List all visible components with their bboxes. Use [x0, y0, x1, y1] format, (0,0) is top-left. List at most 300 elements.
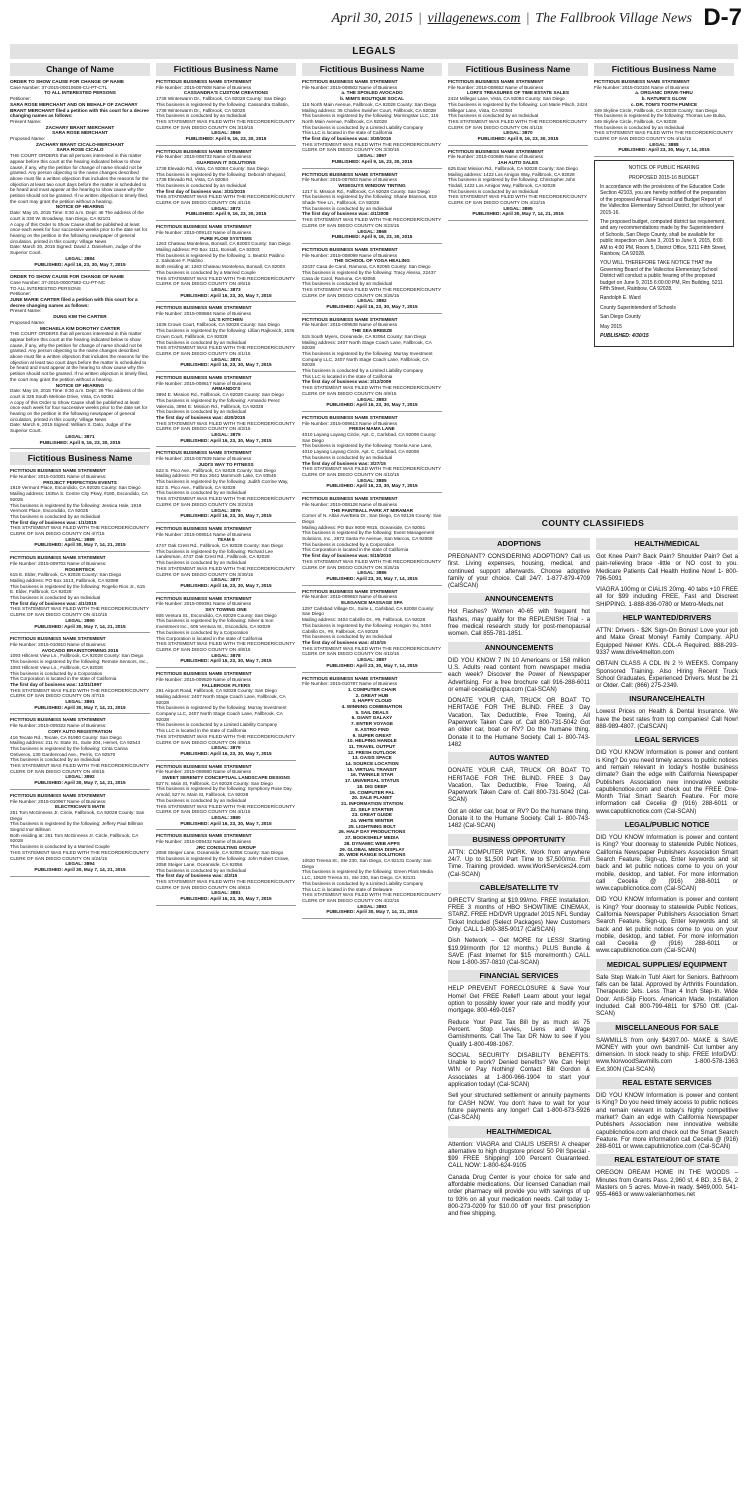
classified-ad: DID YOU KNOW Information is power and content is King? Do you need timely access to public notices and remain relevant in today's hostile business climate? Gain the edge with California Newspaper Publishers Association new innovative website capublicnotice.com and check out the FREE One-Month Trial Smart Search Feature. For more information call Cecelia @ (916) 288-6011 or www.capublicnotice.com (Cal-SCAN) [596, 749, 738, 815]
notice-line: This business is registered by the following: Morningstar LLC, 116 North Main Avenue, Fallbrook, CA 92028 [302, 113, 439, 124]
notice-line: PUBLISHED: April 30, May 7, 14, 21, 2015 [34, 704, 126, 710]
legals-column-3 [302, 63, 442, 1488]
notice-line: This business is conducted by an Individual [10, 757, 101, 763]
notice-line: This business is registered by the following: Lillian Rajkovich, 1636 Crown Court, Fallbrook, CA 92028 [156, 328, 295, 339]
notice-line: A copy of this Order to Show Cause shall be published at least once each week for four successive weeks prior to the date set for hearing on the petition in the following newspaper of general circulation, printed in this county: Village News [10, 221, 148, 244]
notice-line: This business is registered by the following: Event Management Solutions, Inc., 2872 Santa Fe Avenue, San Marcos, CA 92069 [302, 530, 435, 542]
notice-line: Case Number: 37-2015-00010608-CU-PT-CTL [10, 84, 108, 90]
classified-ad: OREGON DREAM HOME IN THE WOODS – Minutes from Grants Pass. 2,960 sf, 4 BD, 3.5 BA, 2 Masters on 5 acres. Move-in ready. $469,000. 541-955-4663 or www.valerianhomes.net [596, 1169, 738, 1199]
notice-line: AVOCADO BRAINSTORMING 2015 [41, 647, 119, 653]
notice-line: File Number: 2015-010787 Name of Business [302, 681, 398, 687]
notice-line: Both residing at: 1263 Chateau Montelena, Bonsall, CA 92003 [156, 264, 285, 270]
page-number: D-7 [703, 4, 742, 31]
notice-line: This business is registered by the following: Lori Marie Pilsch, 2424 Millegar Lane, Vista, CA 92084 [448, 101, 588, 113]
notice-line: PUBLISHED: April 16, 23, 30, May 7, 2015 [180, 820, 272, 826]
notice-line: 1636 Crown Court, Fallbrook, CA 92028 County: San Diego [156, 322, 280, 328]
notice-line: LEGAL: 3879 [211, 745, 241, 751]
section-heading: Fictitious Business Name [10, 452, 150, 465]
notice-line: 24. WHITE WINTER [350, 818, 394, 824]
notice-line: 19. COMPUTER PAL [349, 789, 395, 795]
notice-line: Date: March 6, 2015 Signed: William S. Dato, Judge of the Superior Court. [10, 422, 132, 434]
notice-line: 4747 Oak Crest Rd., Fallbrook, CA 92028 County: San Diego [156, 543, 284, 549]
classified-ad: OBTAIN CLASS A CDL IN 2 ½ WEEKS. Company Sponsored Training. Also Hiring Recent Truck School Graduates, Experienced Drivers. Must be 21 or Older. Call: (866) 275-2349. [596, 660, 738, 690]
notice-line: File Number: 2015-007608 Name of Business [156, 84, 252, 90]
notice-line: 12. FRESH OUTLOOK [347, 749, 397, 755]
notice-line: SARA ROSE MERCHANT [52, 130, 108, 136]
notice-line: FICTITIOUS BUSINESS NAME STATEMENT [156, 595, 252, 601]
notice-line: Present Name: [10, 308, 42, 314]
notice-line: Date: May 15, 2015 Time: 8:30 a.m. Dept: 46 The address of the court is 330 W. Broadway, San Diego, CA 92101 [10, 210, 144, 221]
notice-line: PUBLISHED: April 9, 16, 23, 30, 2015 [39, 439, 121, 445]
notice-line: THIS STATEMENT WAS FILED WITH THE RECORDER/COUNTY CLERK OF SAN DIEGO COUNTY ON 4/1/15 [156, 803, 295, 815]
legal-notice [156, 149, 296, 221]
notice-paragraph: County Superintendent of Schools [600, 304, 676, 311]
notice-line: FICTITIOUS BUSINESS NAME STATEMENT [302, 246, 398, 252]
notice-line: LEGAL: 3873 [211, 286, 241, 292]
notice-line: PUBLISHED: April 16, 23, 30, May 7, 2015 [326, 304, 418, 310]
notice-line: File Number: 2015-008680 Name of Business [156, 769, 252, 775]
notice-paragraph: NOTICE OF PUBLIC HEARING [628, 165, 700, 172]
county-classifieds-bar: COUNTY CLASSIFIEDS [448, 516, 738, 530]
notice-line: THIS STATEMENT WAS FILED WITH THE RECORDER/COUNTY CLERK OF SAN DIEGO COUNTY ON 4/7/15 [10, 687, 149, 699]
notice-line: This business is conducted by an Individual [302, 281, 393, 287]
notice-line: 1263 Chateau Montelena, Bonsall, CA 92003 County: San Diego [156, 241, 291, 247]
notice-line: PROJECT PERFECTION EVENTS [43, 479, 117, 485]
notice-line: PUBLISHED: April 16, 23, 30, May 7, 2015 [180, 896, 272, 902]
notice-line: 1. COMPUTER CHAIR [347, 686, 397, 692]
notice-line: File Number: 2015-008652 Name of Business [448, 84, 544, 90]
classified-ad: DONATE YOUR CAR, TRUCK OR BOAT TO HERITAGE FOR THE BLIND. FREE 3 Day Vacation, Tax Deductible, Free Towing, All Paperwork Taken Care of. Call 800-731-5042 (Cal-SCAN) [448, 767, 590, 804]
notice-line: This business is conducted by an Individual [156, 797, 247, 803]
notice-line: PUBLISHED: April 9, 16, 23, 30, 2015 [331, 234, 413, 240]
notice-line: 2. Salvatore F. Paldino [156, 258, 203, 264]
notice-line: PUBLISHED: April 30, May 7, 14, 21, 2015 [472, 211, 564, 217]
notice-line: This business is conducted by a Corporation [156, 629, 249, 635]
notice-line: LEGAL: 3883 [357, 396, 387, 402]
notice-line: SARA ROSE CICALO [56, 147, 104, 153]
classified-category-heading: ANNOUNCEMENTS [448, 593, 590, 605]
notice-line: PUBLISHED: April 23, 30, May 7, 14, 2015 [326, 662, 418, 668]
notice-line: LEGAL: 3884 [65, 255, 95, 261]
classified-category-heading: HEALTH/MEDICAL [448, 1126, 590, 1138]
notice-line: This LLC is located in the state of California [156, 728, 247, 734]
classified-ad: VIAGRA 100mg or CIALIS 20mg. 40 tabs +10 FREE all for $99 including FREE, Fast and Discreet SHIPPING. 1-888-836-0780 or Metro-Meds.net [596, 586, 738, 608]
classified-category-heading: HEALTH/MEDICAL [596, 538, 738, 550]
notice-paragraph: San Diego County [600, 314, 641, 321]
classified-ad: DID YOU KNOW 7 IN 10 Americans or 158 million U.S. Adults read content from newspaper media each week? Discover the Power of Newspaper Advertising. For a free brochure call 916-288-6011 or email cecelia@cnpa.com (Cal-SCAN) [448, 656, 590, 693]
legal-notice [156, 671, 296, 761]
notice-line: 29. GLOBAL MEDIA DISPLAY [339, 846, 405, 852]
notice-line: This business is registered by the following: Judith Corrine Way, 522 S. Pico Ave., Fallbrook, CA 92028 [156, 479, 289, 490]
notice-line: Proposed Name: [10, 319, 46, 325]
legals-column-1 [10, 63, 150, 1488]
notice-line: 605 Ventura St., Escondido, CA 92029 County: San Diego [156, 612, 277, 618]
notice-line: 1738 Winterwarm Dr., Fallbrook, CA 92028 County: San Diego [156, 96, 286, 102]
notice-line: Mailing address: 35 Charles Swisher Court, Fallbrook, CA 92028 [302, 107, 436, 113]
notice-line: This business is registered by the following: Hongxin Xu, 3404 Cabrillo Dr., #9, Fallbrook, CA 92028 [302, 622, 431, 634]
notice-line: 2424 Millegar Lane, Vista, CA 92084 County: San Diego [448, 96, 565, 102]
notice-line: This business is conducted by an Individual [448, 188, 539, 194]
legals-column-2 [156, 63, 296, 1488]
notice-paragraph: YOU WILL THEREFORE TAKE NOTICE THAT the Governing Board of the Vallecitos Elementary School District will conduct a public hearing of the proposed budget on June 9, 2015 6:00:00 PM, Rm Building, 5211 Fifth Street, Rainbow, CA 92028. [600, 260, 723, 293]
legals-column-5 [594, 63, 734, 511]
notice-line: This business is conducted by an Individual [156, 867, 247, 873]
notice-line: 416 Tecate Rd., Tecate, CA 91980 County: San Diego [10, 734, 122, 740]
classified-ad: Sell your structured settlement or annuity payments for CASH NOW. You don't have to wait for your future payments any longer! Call 1-800-673-5926 (Cal-SCAN) [448, 1092, 590, 1122]
notice-line: LEGAL: 3894 [65, 861, 95, 867]
notice-line: 22437 Casa de Carol, Ramona, CA 92065 County: San Diego [302, 264, 431, 270]
notice-line: This business is conducted by an Individual [156, 339, 247, 345]
classified-category-heading: MEDICAL SUPPLIES/ EQUIPMENT [596, 959, 738, 971]
legal-notice [302, 496, 442, 586]
notice-line: 28. DYNAMIC WEB APPS [344, 840, 400, 846]
notice-line: The first day of business was: 4/10/15 [302, 639, 386, 645]
notice-line: This business is registered by the following: 1. Beatriz Paldino [156, 252, 285, 258]
classified-ad: Got an older car, boat or RV? Do the humane thing. Donate it to the Humane Society. Call 1- 800-743-1482 (Cal-SCAN) [448, 807, 590, 830]
notice-line: The first day of business was: 4/1/2008 [302, 211, 389, 217]
notice-line: This business is conducted by an Individual [10, 595, 101, 601]
notice-line: This business is conducted by an Individual [594, 124, 685, 130]
notice-line: 7. ENTER VOYAGE [350, 721, 394, 727]
notice-line: FICTITIOUS BUSINESS NAME STATEMENT [302, 588, 398, 594]
notice-line: PUBLISHED: April 30, May 7, 14, 21, 2015 [34, 623, 126, 629]
notice-line: FICTITIOUS BUSINESS NAME STATEMENT [448, 79, 544, 84]
notice-line: b. MIMI'S BOUTIQUE SOCAL [340, 96, 404, 102]
notice-line: FICTITIOUS BUSINESS NAME STATEMENT [10, 468, 106, 474]
classified-category-heading: FINANCIAL SERVICES [448, 970, 590, 982]
notice-line: JRC CONSULTING GROUP [196, 844, 256, 850]
notice-line: LEGAL: 3878 [211, 652, 241, 658]
legal-notice [10, 793, 150, 877]
notice-line: 625 East Mission Rd., Fallbrook, CA 92028 County: San Diego [448, 165, 579, 171]
notice-line: This business is registered by the following: Tracy Alesso, 22437 Casa de Carol, Ramona, CA 92065 [302, 269, 436, 281]
notice-line: This business is registered by the following: Christopher John Tindall, 1422 Los Amigos Way, Fallbrook, CA 92028 [448, 177, 576, 188]
notice-line: LEGAL: 3868 [357, 228, 387, 234]
notice-line: This business is registered by the following: Symphony Rose Day Arnold, 527 N. Main St, Fallbrook, CA 92028 [156, 786, 292, 798]
notice-line: 1738 Elevado Rd, Vista, CA 92084 County: San Diego [156, 165, 269, 171]
notice-line: LEGAL: 3869 [211, 130, 241, 136]
notice-line: PUBLISHED: April 23, 30, May 7, 14, 2015 [618, 147, 710, 153]
notice-line: THIS STATEMENT WAS FILED WITH THE RECORDER/COUNTY CLERK OF SAN DIEGO COUNTY ON 3/30/15 [156, 565, 295, 577]
notice-line: File Number: 2015-008514 Name of Business [156, 531, 252, 537]
notice-line: 1919 Vermont Place, Escondido, CA 92025 County: San Diego [10, 485, 141, 491]
notice-line: PUBLISHED: April 9, 16, 23, 30, 2015 [477, 136, 559, 142]
notice-line: This business is conducted by a Corporation [302, 541, 395, 547]
notice-paragraph: PUBLISHED: 4/30/15 [600, 333, 649, 340]
notice-line: LIL'S KITCHEN [209, 316, 243, 322]
classified-category-heading: LEGAL/PUBLIC NOTICE [596, 819, 738, 831]
notice-line: FICTITIOUS BUSINESS NAME STATEMENT [10, 636, 106, 642]
notice-line: This business is conducted by a Limited Liability Company [302, 880, 424, 886]
notice-line: THIS STATEMENT WAS FILED WITH THE RECORDER/COUNTY CLERK OF SAN DIEGO COUNTY ON 4/1/15 [156, 194, 295, 206]
notice-line: 251 Tom McGinness Jr. Circle, Fallbrook, CA 92028 County: San Diego [10, 809, 145, 821]
masthead-info: April 30, 2015 | villagenews.com | The Fallbrook Village News [331, 11, 692, 26]
notice-line: This business is registered by the following: Shane Brannon, 819 Shade Tree Ln., Fallbrook, CA 92028 [302, 194, 437, 206]
notice-line: This business is conducted by an Individual [302, 634, 393, 640]
notice-line: 27. BOOKSHELF MEDIA [345, 835, 399, 841]
legal-notice [594, 79, 734, 157]
notice-line: LEGAL: 3881 [211, 890, 241, 896]
notice-line: Siegrid Inor Billman [10, 827, 51, 833]
notice-line: 2058 Steiger Lane, Oceanside, CA 92056 County: San Diego [156, 850, 284, 856]
notice-line: JUNE MARIE CARTER filed a petition with this court for a decree changing names as follows: [10, 297, 138, 308]
notice-line: ROGERTECK [65, 566, 95, 572]
notice-line: 4010 Layang Layang Circle, Apt. C, Carlsbad, CA 92008 County: San Diego [302, 432, 437, 443]
notice-line: THIS STATEMENT WAS FILED WITH THE RECORDER/COUNTY CLERK OF SAN DIEGO COUNTY ON 4/1/15 [156, 345, 295, 356]
notice-line: The first day of business was: 3/27/15 [302, 460, 386, 466]
classified-ad: SAWMILLS from only $4397.00- MAKE & SAVE MONEY with your own bandmill- Cut lumber any dimension. In stock ready to ship. FREE Info/DVD: www.NorwoodSawmills.com 1-800-578-1363 Ext.300N (Cal-SCAN) [596, 1036, 738, 1073]
notice-line: The first day of business was: 3/31/2015 [156, 188, 246, 194]
classifieds-column-left [448, 536, 590, 1486]
notice-line: CASSANDRA'S CUSTOM CREATIONS [183, 90, 269, 96]
legal-notice [156, 375, 296, 447]
legal-notice [302, 172, 442, 244]
notice-line: Present Name: [10, 118, 42, 124]
notice-line: This LLC is located in the state of Delaware [302, 886, 393, 892]
notice-line: FICTITIOUS BUSINESS NAME STATEMENT [156, 671, 252, 677]
notice-line: THIS STATEMENT WAS FILED WITH THE RECORDER/COUNTY CLERK OF SAN DIEGO COUNTY ON 4/10/15 [302, 466, 441, 477]
notice-line: FICTITIOUS BUSINESS NAME STATEMENT [10, 792, 106, 798]
issue-date: April 30, 2015 [331, 11, 413, 26]
notice-line: 615 E. Elder, Fallbrook, CA 92028 County: San Diego [10, 572, 122, 578]
notice-line: PUBLISHED: April 16, 23, 30, May 7, 2015 [326, 483, 418, 489]
classified-ad: Hot Flashes? Women 40-65 with frequent hot flashes, may qualify for the REPLENISH Trial - a free medical research study for post-menopausal women. Call 855-781-1851. [448, 608, 590, 638]
notice-line: PUBLISHED: April 9, 16, 23, 30, 2015 [185, 136, 267, 142]
notice-line: 8. ASTRO FIND [355, 726, 389, 732]
notice-line: 26. HALF DAY PRODUCTIONS [338, 829, 406, 835]
classified-ad: ATTN: COMPUTER WORK. Work from anywhere 24/7. Up to $1,500 Part Time to $7,500/mo. Full Time. Training provided. www.WorkServices24.com (Cal-SCAN) [448, 848, 590, 878]
notice-line: NOTICE OF HEARING [55, 382, 105, 388]
notice-line: 291 Airport Road, Fallbrook, CA 92028 County: San Diego [156, 688, 277, 694]
notice-line: This business is registered by the following: Murray Investment Company LLC, 2407 North Stage Coach Lane, Fallbrook, CA 92028 [156, 705, 287, 722]
section-heading: Fictitious Business Name [156, 63, 296, 76]
notice-line: This Corporation is located in the state of California [10, 676, 117, 682]
notice-line: The first day of business was: 4/3/15 [156, 873, 238, 879]
notice-line: 5. SAIL DEALS [355, 709, 389, 715]
section-heading: Fictitious Business Name [448, 63, 588, 76]
legal-notice [10, 717, 150, 789]
notice-line: This business is conducted by an Individual [156, 182, 247, 188]
legal-notice [156, 526, 296, 593]
notice-line: c. DR. TOM'S TOOTH PUMICE [630, 101, 698, 107]
notice-line: THE COURT ORDERS that all persons interested in this matter appear before this court at the hearing indicated below to show cause, if any, why the petition for change of name should not be granted. Any person objecting to the name changes described above must file a written objection that includes the reasons for the objection at least two court days before the matter is scheduled to be heard and must appear at the hearing to show cause why the petition should not be granted. If no written objection is timely filed, the court may grant the petition without a hearing. [10, 153, 149, 204]
classified-ad: HELP PREVENT FORECLOSURE & Save Your Home! Get FREE Relief! Learn about your legal option to possibly lower your rate and modify your mortgage. 800-469-0167 [448, 985, 590, 1015]
classified-ad: Canada Drug Center is your choice for safe and affordable medications. Our licensed Canadian mail order pharmacy will provide you with savings of up to 93% on all your medication needs. Call today 1-800-273-0209 for $10.00 off your first prescription and free shipping. [448, 1173, 590, 1218]
classified-ad: Safe Step Walk-In Tub! Alert for Seniors. Bathroom falls can be fatal. Approved by Arthritis Foundation. Therapeutic Jets. Less Than 4 Inch Step-In. Wide Door. Anti-Slip Floors. American Made. Installation Included. Call 800-799-4811 for $750 Off. (Cal-SCAN) [596, 973, 738, 1018]
notice-line: THIS STATEMENT WAS FILED WITH THE RECORDER/COUNTY CLERK OF SAN DIEGO COUNTY ON 4/9/15 [302, 385, 441, 396]
notice-line: File Number: 2015-009143 Name of Business [156, 229, 252, 235]
legal-notice [10, 79, 150, 271]
notice-line: THIS STATEMENT WAS FILED WITH THE RECORDER/COUNTY CLERK OF SAN DIEGO COUNTY ON 4/24/15 [10, 849, 149, 861]
notice-line: This LLC is located in the state of California [302, 373, 393, 379]
notice-line: File Number: 2015-009538 Name of Business [302, 322, 398, 328]
notice-line: This business is conducted by an Individual [156, 113, 247, 119]
notice-line: ZACHARY BRANT MERCHANT [45, 124, 115, 130]
legal-notice [10, 274, 150, 449]
classified-ad: Attention: VIAGRA and CIALIS USERS! A cheaper alternative to high drugstore prices! 50 Pill Special - $99 FREE Shipping! 100 Percent Guaranteed. CALL NOW: 1-800-624-9105 [448, 1140, 590, 1170]
notice-line: THIS STATEMENT WAS FILED WITH THE RECORDER/COUNTY CLERK OF SAN DIEGO COUNTY ON 4/22/15 [302, 892, 441, 903]
notice-line: 13. OASIS SPACE [352, 755, 392, 761]
notice-line: This business is registered by the following: Green Plant Media LLC, 10620 Treena St., Ste 230, San Diego, CA 92131 [302, 869, 433, 881]
notice-line: PUBLISHED: April 16, 23, 30, May 7, 2015 [180, 658, 272, 664]
notice-line: THIS STATEMENT WAS FILED WITH THE RECORDER/COUNTY CLERK OF SAN DIEGO COUNTY ON 4/10/15 [10, 606, 149, 618]
notice-line: 2. GREAT HUB [355, 692, 389, 698]
notice-line: File Number: 2015-008128 Name of Business [302, 501, 398, 507]
notice-line: The first day of business was: 1/1/2015 [10, 519, 97, 525]
notice-line: PUBLISHED: April 30, May 7, 14, 21, 2015 [34, 867, 126, 872]
notice-line: This business is conducted by an Individual [448, 113, 539, 119]
notice-line: 18. DIG DEEP [356, 783, 388, 789]
legal-notice [156, 833, 296, 905]
notice-line: File Number: 2015-010104 Name of Business [594, 84, 690, 90]
notice-line: Mailing address: 1835A S. Centre City Pkwy, #190, Escondido, CA 92025 [10, 491, 148, 502]
notice-line: File Number: 2015-010001 Name of Business: [10, 474, 107, 479]
notice-line: File Number: 2015-009391 Name of Business [156, 601, 252, 607]
notice-line: Mailing address: 2407 North Stage Coach Lane, Fallbrook, CA 92028 [302, 339, 432, 351]
notice-line: This Corporation is located in the state of California [302, 547, 409, 553]
notice-line: THIS STATEMENT WAS FILED WITH THE RECORDER/COUNTY CLERK OF SAN DIEGO COUNTY ON 4/10/15 [302, 645, 441, 657]
notice-line: b. NATURE'S GLOW [641, 96, 687, 102]
notice-line: ZACHARY BRANT CICALO-MERCHANT [35, 141, 124, 147]
classified-category-heading: INSURANCE/HEALTH [596, 693, 738, 705]
notice-line: FRESH MAMA LANE [349, 426, 395, 432]
notice-line: This business is conducted by an Individual [156, 560, 247, 566]
notice-line: 349 Skyline Circle, Fallbrook, CA 92028 County: San Diego [594, 107, 718, 113]
notice-line: THIS STATEMENT WAS FILED WITH THE RECORDER/COUNTY CLERK OF SAN DIEGO COUNTY ON 4/2/15 [156, 420, 295, 432]
paper-name: The Fallbrook Village News [535, 11, 692, 26]
legal-notice [302, 676, 442, 920]
notice-line: FICTITIOUS BUSINESS NAME STATEMENT [448, 148, 544, 154]
notice-line: This business is conducted by an Individual [302, 205, 393, 211]
legal-notice [156, 79, 296, 146]
classified-category-heading: HELP WANTED/DRIVERS [596, 612, 738, 624]
classified-ad: ATTN: Drivers - $2K Sign-On Bonus! Love your job and Make Great Money! Family Company. APU Equipped Newer KWs. CDL-A Required. 888-293-9337 www.drive4melton.com [596, 627, 738, 656]
notice-line: THIS STATEMENT WAS FILED WITH THE RECORDER/COUNTY CLERK OF SAN DIEGO COUNTY ON 3/25/15 [302, 558, 441, 570]
notice-line: LEGAL: 3892 [65, 774, 95, 780]
legal-notice [156, 764, 296, 831]
notice-line: This business is registered by the following: Remote Sensors, Inc., 1093 Hillcrest View Ln., Fallbrook, CA 92028 [10, 659, 149, 670]
notice-line: This business is registered by the following: Cassandra Gallatin, 1738 Winterwarm Dr., Fallbrook, CA 92028 [156, 101, 289, 113]
classified-category-heading: AUTOS WANTED [448, 752, 590, 764]
notice-line: 22. SELF STARTER [350, 806, 394, 812]
notice-line: FICTITIOUS BUSINESS NAME STATEMENT [302, 171, 398, 177]
legal-notice [448, 79, 588, 146]
notice-line: File Number: 2015-008684 Name of Business [156, 311, 252, 317]
notice-line: This Corporation is located in the state of California [156, 635, 263, 641]
notice-line: FICTITIOUS BUSINESS NAME STATEMENT [156, 148, 252, 154]
notice-line: THIS STATEMENT WAS FILED WITH THE RECORDER/COUNTY CLERK OF SAN DIEGO COUNTY ON 4/6/15 [156, 275, 295, 287]
notice-line: Mailing address: PO Box 2641 Mammoth Lake, CA 93546 [156, 473, 277, 479]
notice-line: The first day of business was: 3/30/2015 [302, 136, 392, 142]
notice-line: FICTITIOUS BUSINESS NAME STATEMENT [302, 316, 398, 322]
notice-line: Date: May 19, 2015 Time: 8:30 a.m. Dept: 26 The address of the court is 325 South Melrose Drive, Vista, CA 92081 [10, 388, 144, 399]
notice-line: FICTITIOUS BUSINESS NAME STATEMENT [156, 525, 252, 531]
notice-line: 16. TWINKLE STAR [350, 772, 394, 778]
classified-category-heading: LEGAL SERVICES [596, 734, 738, 746]
notice-line: This business is registered by the following: Richard Lee Landesman, 4747 Oak Crest Rd., Fallbrook, CA 92028 [156, 548, 273, 560]
notice-line: LEGAL: 3871 [65, 433, 95, 439]
legal-notice [302, 317, 442, 412]
notice-line: DUNG KIM THI CARTER [53, 314, 107, 320]
classified-category-heading: REAL ESTATE/OUT OF STATE [596, 1154, 738, 1166]
classified-ad: DID YOU KNOW Information is power and content is King? Do you need timely access to public notices and remain relevant in today's highly competitive market? Gain an edge with California Newspaper Publishers Association new innovative website capublicnotice.com and check out the Smart Search Feature. For more information call Cecelia @ (916) 288-6011 or www.capublicnotice.com (Cal-SCAN) [596, 1092, 738, 1151]
notice-line: SKY TOWING ONE [205, 607, 247, 613]
notice-line: This business is conducted by a Limited Liability Company [156, 722, 278, 728]
site-link[interactable]: villagenews.com [427, 11, 521, 26]
notice-line: PUBLISHED: April 16, 23, 30, May 7, 2015 [180, 292, 272, 298]
classified-category-heading: ANNOUNCEMENTS [448, 642, 590, 654]
notice-line: This business is registered by the following: Armando Perez Valencia, 3894 E. Mission Rd., Fallbrook, CA 92028 [156, 397, 281, 409]
classified-ad: Reduce Your Past Tax Bill by as much as 75 Percent. Stop Levies, Liens and Wage Garnishments. Call The Tax DR Now to see if you Qualify 1-800-498-1067. [448, 1018, 590, 1048]
notice-line: This business is registered by the following: Jeffery Paul Billman [10, 821, 144, 827]
notice-line: The first day of business was: 12/31/1997 [10, 681, 102, 687]
classified-ad: DIRECTV Starting at $19.99/mo. FREE Installation. FREE 3 months of HBO SHOWTIME CINEMAX, STARZ. FREE HD/DVR Upgrade! 2015 NFL Sunday Ticket Included (Select Packages) New Customers Only. CALL 1-800-385-9017 (CalSCAN) [448, 896, 590, 933]
notice-line: THIS STATEMENT WAS FILED WITH THE RECORDER/COUNTY CLERK OF SAN DIEGO COUNTY ON 4/22/15 [448, 194, 587, 206]
notice-line: THE COURT ORDERS that all persons interested in this matter appear before this court at the hearing indicated below to show cause, if any, why the petition for change of name should not be granted. Any person objecting to the name changes described above must file a written objection that includes the reasons for the objection at least two court days before the matter is scheduled to be heard and must appear at the hearing to show cause why the petition should not be granted. If no written objection is timely filed, the court may grant the petition without a hearing. [10, 331, 149, 382]
notice-line: LEGAL: 3875 [211, 432, 241, 438]
notice-line: ELEGANCE MASSAGE SPA [341, 600, 403, 606]
notice-line: The first day of business was: 4/1/2015 [10, 600, 97, 606]
classified-category-heading: BUSINESS OPPORTUNITY [448, 834, 590, 846]
notice-line: PURE FLOW SYSTEMS [200, 235, 252, 241]
notice-line: THIS STATEMENT WAS FILED WITH THE RECORDER/COUNTY CLERK OF SAN DIEGO COUNTY ON 4/16/15 [594, 130, 733, 142]
legal-notice [156, 450, 296, 522]
notice-line: JAH AUTO SALES [497, 160, 539, 166]
notice-line: FICTITIOUS BUSINESS NAME STATEMENT [156, 224, 252, 230]
notice-line: JUDI'S WAY TO FITNESS [198, 461, 254, 467]
notice-line: TO ALL INTERESTED PERSONS [44, 90, 116, 96]
notice-line: This business is conducted by a Limited Liability Company [302, 368, 424, 374]
notice-line: THIS STATEMENT WAS FILED WITH THE RECORDER/COUNTY CLERK OF SAN DIEGO COUNTY ON 4/8/15 [156, 641, 295, 652]
budget-hearing-notice [594, 160, 734, 347]
notice-line: PUBLISHED: April 16, 23, 30, May 7, 2015 [180, 437, 272, 443]
masthead [0, 0, 748, 40]
classified-category-heading: REAL ESTATE SERVICES [596, 1077, 738, 1089]
notice-line: THIS STATEMENT WAS FILED WITH THE RECORDER/COUNTY CLERK OF SAN DIEGO COUNTY ON 4/7/15 [10, 525, 149, 537]
notice-line: PUBLISHED: April 9, 16, 23, 30, 2015 [331, 158, 413, 164]
notice-line: FICTITIOUS BUSINESS NAME STATEMENT [302, 675, 398, 681]
notice-line: FICTITIOUS BUSINESS NAME STATEMENT [156, 833, 252, 839]
notice-paragraph: The proposed budget, computed district tax requirement, and any recommendations made by the Superintendent of Schools, San Diego County, shall be available for public inspection on June 3, 2015 to June 9, 2015, 8:00 AM to 4:00 PM, Room 5, District Office, 5211 Fifth Street, Rainbow, CA 92028. [600, 218, 727, 258]
legal-notice [302, 247, 442, 314]
notice-line: LEGAL: 3895 [503, 205, 533, 211]
notice-line: This business is conducted by an Individual [156, 490, 247, 496]
notice-line: FICTITIOUS BUSINESS NAME STATEMENT [156, 305, 252, 311]
notice-line: File Number: 2015-008617 Name of Business [156, 380, 252, 386]
notice-line: FICTITIOUS BUSINESS NAME STATEMENT [10, 717, 106, 723]
notice-paragraph: In accordance with the provisions of the Education Code Section 42103, you are hereby notified of the preparation of the proposed Annual Financial and Budget Report of the Vallecitos Elementary School District, for school year 2015-16. [600, 183, 727, 216]
section-heading: Fictitious Business Name [594, 63, 734, 76]
notice-line: This business is registered by the following: Jessica Hale, 1919 Vermont Place, Escondido, CA 92025 [10, 502, 142, 514]
notice-line: This business is registered by the following: Murray Investment Company LLC, 2407 North Stage Coach Lane, Fallbrook, CA 92028 [302, 350, 433, 368]
notice-line: 527 N. Main St, Fallbrook, CA 92028 County: San Diego [156, 780, 273, 786]
notice-line: File Number: 2015-010967 Name of Business: [10, 798, 107, 804]
notice-line: 23. GREAT GUIDE [351, 812, 393, 818]
notice-line: SWEET SERENITY CONCEPTUAL LANDSCAPE DESIGNS [162, 775, 290, 781]
notice-line: THIS STATEMENT WAS FILED WITH THE RECORDER/COUNTY CLERK OF SAN DIEGO COUNTY ON 4/1/15 [448, 118, 587, 130]
notice-line: WISEGUYS WINDOW TINTING [338, 182, 406, 188]
classified-category-heading: MISCELLANEOUS FOR SALE [596, 1022, 738, 1034]
notice-line: This business is conducted by a Corporation [10, 670, 103, 676]
notice-line: 116 North Main Avenue, Fallbrook, CA 92028 County: San Diego [302, 101, 437, 107]
notice-paragraph: Randolph E. Ward [600, 295, 641, 302]
notice-line: 21. INFORMATION STATION [341, 800, 403, 806]
notice-line: FICTITIOUS BUSINESS NAME STATEMENT [156, 375, 252, 381]
notice-line: File Number: 2015-009653 Name of Business [302, 594, 398, 600]
notice-line: File Number: 2015-008733 Name of Business [156, 154, 252, 160]
notice-line: File Number: 2015-009432 Name of Business [156, 839, 252, 845]
notice-line: Mailing address: PO Box 1111, Bonsall, CA 92003 [156, 246, 260, 252]
